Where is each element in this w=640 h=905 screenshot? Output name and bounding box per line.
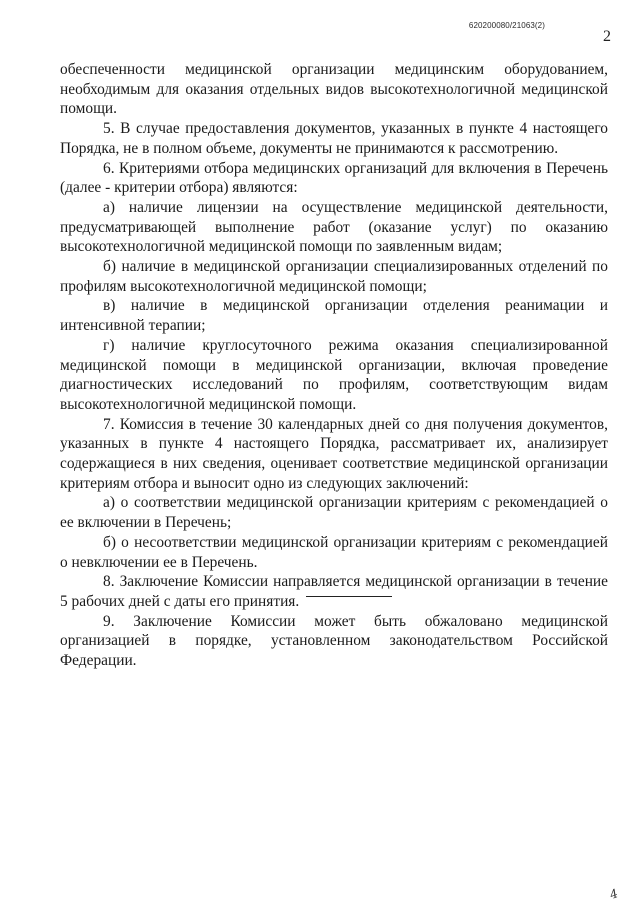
paragraph-item-8: 8. Заключение Комиссии направляется медицинской организации в течение 5 рабочих дней с даты его принятия. <box>60 573 608 610</box>
paragraph-item-6: 6. Критериями отбора медицинских организаций для включения в Перечень (далее - критерии отбора) являются: <box>60 159 608 197</box>
document-body <box>60 60 608 671</box>
paragraph-item-7a: а) о соответствии медицинской организации критериям с рекомендацией о ее включении в Перечень; <box>60 494 608 532</box>
paragraph-item-6a: а) наличие лицензии на осуществление медицинской деятельности, предусматривающей выполнение работ (оказание услуг) по оказанию высокотехнологичной медицинской помощи по заявленным видам; <box>60 198 608 256</box>
paragraph-item-7: 7. Комиссия в течение 30 календарных дней со дня получения документов, указанных в пункте 4 настоящего Порядка, рассматривает их, анализирует содержащиеся в них сведения, оценивает соответствие медицинской организации критериям отбора и выносит одно из следующих заключений: <box>60 415 608 492</box>
paragraph-item-5: 5. В случае предоставления документов, указанных в пункте 4 настоящего Порядка, не в полном объеме, документы не принимаются к рассмотрению. <box>60 120 608 157</box>
end-of-text-rule <box>306 596 392 597</box>
paragraph-item-6v: в) наличие в медицинской организации отделения реанимации и интенсивной терапии; <box>60 297 608 335</box>
handwritten-corner-mark: 4 <box>607 886 620 902</box>
paragraph-item-7b: б) о несоответствии медицинской организации критериям с рекомендацией о невключении ее в Перечень. <box>60 533 608 571</box>
page-number: 2 <box>603 28 611 45</box>
paragraph-item-6g: г) наличие круглосуточного режима оказания специализированной медицинской помощи в медицинской организации, включая проведение диагностических исследований по профилям, соответствующим видам высокотехнологичной медицинской помощи. <box>60 336 608 413</box>
document-registration-code: 620200080/21063(2) <box>468 21 545 30</box>
paragraph-item-9: 9. Заключение Комиссии может быть обжаловано медицинской организацией в порядке, установленном законодательством Российской Федерации. <box>60 612 608 670</box>
paragraph-item-6b: б) наличие в медицинской организации специализированных отделений по профилям высокотехнологичной медицинской помощи; <box>60 258 608 295</box>
paragraph-continuation: обеспеченности медицинской организации медицинским оборудованием, необходимым для оказания отдельных видов высокотехнологичной медицинской помощи. <box>60 61 608 118</box>
